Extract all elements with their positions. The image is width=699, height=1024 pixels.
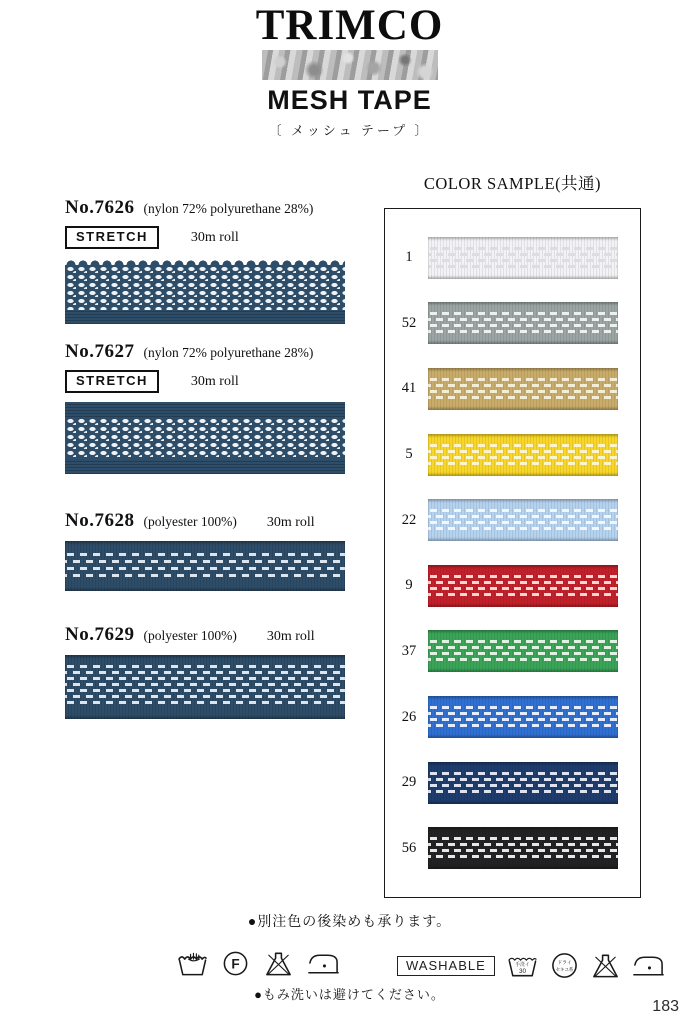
color-swatch-tape [428, 630, 618, 672]
color-code: 9 [405, 577, 413, 594]
brand-logo: TRIMCO [255, 2, 444, 49]
svg-text:手洗イ: 手洗イ [515, 962, 530, 968]
svg-text:30: 30 [518, 967, 526, 975]
color-code: 56 [401, 839, 417, 856]
color-sample-title: COLOR SAMPLE(共通) [423, 174, 602, 193]
product-tape-image-7627 [65, 402, 345, 474]
product-heading [65, 624, 347, 646]
product-tape-image-7628 [65, 541, 345, 591]
color-swatch-row [385, 827, 640, 869]
picot-edge [65, 258, 345, 265]
color-swatch-row [385, 302, 640, 344]
color-swatch-tape [428, 565, 618, 607]
roll-length: 30m roll [190, 373, 239, 389]
svg-text:F: F [231, 956, 240, 972]
color-swatch-tape [428, 696, 618, 738]
product-composition: (polyester 100%) [143, 628, 237, 643]
color-swatch-tape [428, 368, 618, 410]
solid-band [65, 402, 345, 417]
color-swatch-row [385, 434, 640, 476]
custom-dye-note: ●別注色の後染めも承ります。 [247, 915, 452, 930]
svg-text:セキユ系: セキユ系 [555, 966, 574, 972]
color-sample-panel [384, 208, 641, 898]
color-swatch-tape [428, 499, 618, 541]
iron-icon [307, 951, 340, 976]
mesh-body [65, 265, 345, 310]
page-number: 183 [652, 998, 679, 1015]
header [0, 4, 699, 139]
dryclean-f-icon [221, 950, 250, 977]
color-swatch-tape [428, 434, 618, 476]
wash-caution-note: ●もみ洗いは避けてください。 [254, 987, 445, 1002]
care-symbols-right [397, 952, 665, 979]
color-code: 1 [405, 249, 413, 266]
stretch-badge: STRETCH [65, 226, 159, 249]
page-title: MESH TAPE [267, 85, 432, 115]
stretch-badge: STRETCH [65, 370, 159, 393]
color-swatch-row [385, 696, 640, 738]
color-code: 37 [401, 642, 417, 659]
color-swatch-row [385, 237, 640, 279]
product-number: No.7629 [65, 624, 135, 645]
solid-band [65, 310, 345, 324]
handwash-icon [177, 950, 208, 977]
product-entry-7626 [65, 197, 347, 324]
color-code: 26 [401, 708, 417, 725]
color-swatch-tape [428, 827, 618, 869]
iron-icon [632, 953, 665, 978]
product-subline [65, 370, 347, 393]
product-number: No.7627 [65, 341, 135, 362]
color-swatch-row [385, 630, 640, 672]
product-composition: (nylon 72% polyurethane 28%) [143, 345, 314, 360]
color-code: 41 [401, 380, 417, 397]
product-composition: (nylon 72% polyurethane 28%) [143, 201, 314, 216]
header-photo-banner [262, 50, 438, 80]
color-swatch-tape [428, 237, 618, 279]
color-code: 22 [401, 511, 417, 528]
product-number: No.7626 [65, 197, 135, 218]
color-swatch-tape [428, 762, 618, 804]
product-subline [65, 226, 347, 249]
color-swatch-row [385, 368, 640, 410]
mesh-body [65, 417, 345, 459]
roll-length: 30m roll [190, 229, 239, 245]
svg-text:ドライ: ドライ [557, 961, 572, 967]
product-heading [65, 197, 347, 219]
product-composition: (polyester 100%) [143, 514, 237, 529]
product-entry-7628 [65, 510, 347, 591]
product-number: No.7628 [65, 510, 135, 531]
washable-badge: WASHABLE [397, 956, 495, 976]
solid-band [65, 459, 345, 474]
handwash-30-icon [506, 952, 539, 979]
care-symbols-left [177, 950, 340, 977]
product-entry-7627 [65, 341, 347, 474]
color-swatch-row [385, 565, 640, 607]
product-tape-image-7626 [65, 258, 345, 324]
no-bleach-icon [263, 950, 294, 977]
roll-length: 30m roll [266, 515, 315, 530]
color-swatch-tape [428, 302, 618, 344]
product-heading [65, 510, 347, 532]
color-swatch-row [385, 499, 640, 541]
page-subtitle: 〔 メッシュ テープ 〕 [268, 123, 431, 138]
product-tape-image-7629 [65, 655, 345, 719]
color-swatch-row [385, 762, 640, 804]
product-heading [65, 341, 347, 363]
color-code: 29 [401, 774, 417, 791]
roll-length: 30m roll [266, 629, 315, 644]
product-entry-7629 [65, 624, 347, 719]
color-code: 52 [401, 314, 417, 331]
dryclean-petroleum-icon [550, 952, 579, 979]
no-bleach-icon [590, 952, 621, 979]
color-code: 5 [405, 446, 413, 462]
